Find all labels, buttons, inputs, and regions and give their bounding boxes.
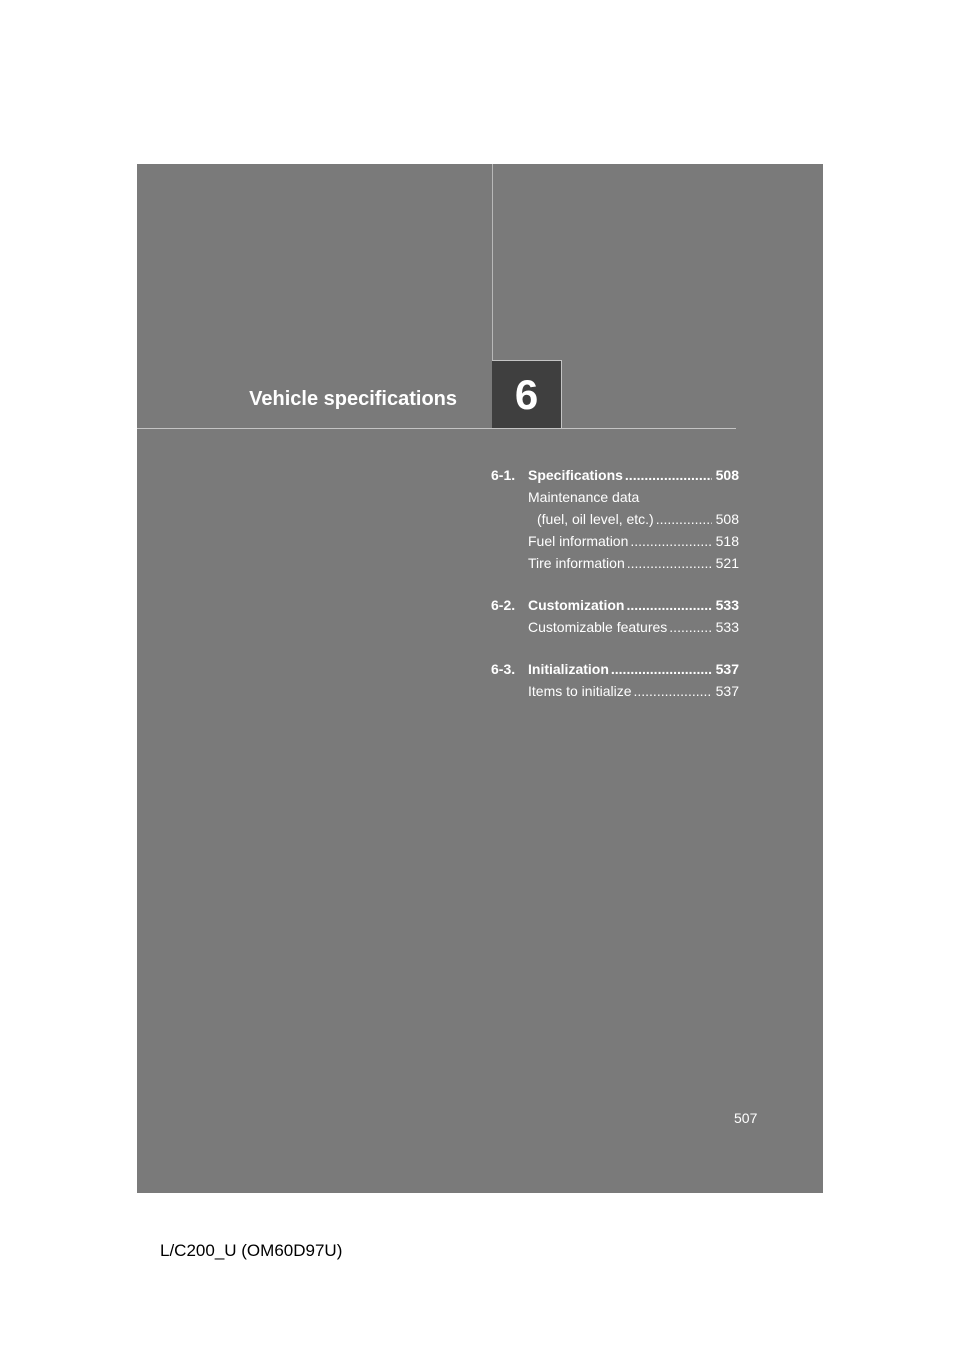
- toc-section-specifications: [491, 464, 739, 574]
- item-title: Tire information: [528, 555, 625, 571]
- toc-item[interactable]: [491, 552, 739, 574]
- header-rule: [137, 428, 736, 429]
- chapter-title: Vehicle specifications: [249, 388, 457, 410]
- page-number: 507: [734, 1110, 758, 1126]
- toc-item[interactable]: [491, 530, 739, 552]
- page-ref: 521: [715, 555, 739, 571]
- manual-page: [137, 164, 823, 1193]
- dot-leader: [630, 530, 711, 552]
- chapter-number-tab: 6: [492, 360, 562, 428]
- item-title: Maintenance data: [528, 489, 640, 505]
- toc-heading[interactable]: [491, 658, 739, 680]
- dot-leader: [625, 464, 712, 486]
- page-ref: 537: [715, 661, 739, 677]
- toc-section-initialization: [491, 658, 739, 702]
- section-number: 6-3.: [491, 661, 516, 677]
- page-ref: 508: [715, 467, 739, 483]
- vertical-divider: [492, 164, 493, 360]
- toc-section-customization: [491, 594, 739, 638]
- item-title-cont: (fuel, oil level, etc.): [537, 511, 654, 527]
- page-ref: 508: [715, 511, 739, 527]
- page-ref: 533: [715, 597, 739, 613]
- section-number: 6-2.: [491, 597, 516, 613]
- section-title: Specifications: [528, 467, 623, 483]
- toc-item[interactable]: [491, 616, 739, 638]
- dot-leader: [633, 680, 711, 702]
- toc-heading[interactable]: [491, 594, 739, 616]
- section-title: Initialization: [528, 661, 609, 677]
- dot-leader: [626, 594, 711, 616]
- toc-item[interactable]: [491, 486, 739, 508]
- section-title: Customization: [528, 597, 625, 613]
- page-ref: 533: [715, 619, 739, 635]
- dot-leader: [669, 616, 711, 638]
- page-ref: 518: [715, 533, 739, 549]
- section-number: 6-1.: [491, 467, 516, 483]
- dot-leader: [611, 658, 712, 680]
- page-ref: 537: [715, 683, 739, 699]
- item-title: Fuel information: [528, 533, 629, 549]
- dot-leader: [656, 508, 712, 530]
- table-of-contents: [491, 464, 739, 722]
- toc-item[interactable]: [491, 680, 739, 702]
- dot-leader: [627, 552, 712, 574]
- toc-heading[interactable]: [491, 464, 739, 486]
- toc-item-continuation[interactable]: [491, 508, 739, 530]
- document-code: L/C200_U (OM60D97U): [160, 1241, 343, 1260]
- item-title: Customizable features: [528, 619, 668, 635]
- item-title: Items to initialize: [528, 683, 632, 699]
